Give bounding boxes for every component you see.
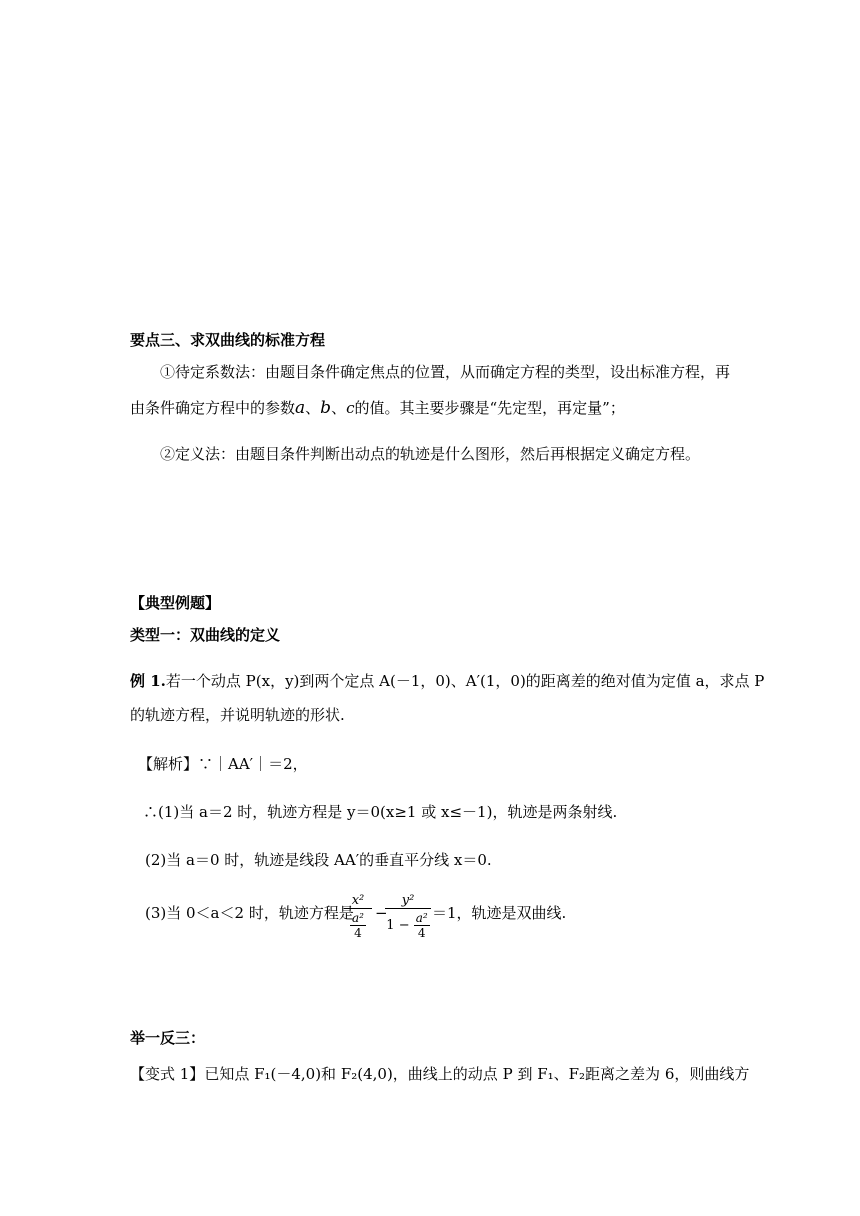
variant1-text: 已知点 F₁(－4,0)和 F₂(4,0)，曲线上的动点 P 到 F₁、F₂距离之差为 6，则曲线方 bbox=[204, 1065, 750, 1083]
method2-line: ②定义法：由题目条件判断出动点的轨迹是什么图形，然后再根据定义确定方程。 bbox=[160, 445, 701, 463]
method1-line2 bbox=[130, 398, 625, 418]
separator: 、 bbox=[331, 399, 347, 417]
fraction-x-squared bbox=[344, 893, 372, 940]
one-minus: 1 − bbox=[386, 918, 410, 933]
example1-line1 bbox=[130, 671, 764, 691]
solution-line2: (2)当 a＝0 时，轨迹是线段 AA′的垂直平分线 x＝0. bbox=[145, 851, 492, 869]
type1-heading: 类型一：双曲线的定义 bbox=[130, 626, 281, 644]
fraction-y-squared bbox=[385, 893, 431, 940]
inner-denominator: 4 bbox=[417, 926, 426, 940]
variant1-line bbox=[130, 1064, 749, 1084]
solution-line3-post: ＝1，轨迹是双曲线. bbox=[432, 904, 567, 922]
inner-numerator: a² bbox=[415, 911, 428, 925]
minus-sign: − bbox=[375, 904, 388, 922]
fraction-denominator bbox=[385, 909, 431, 940]
inner-numerator: a² bbox=[352, 911, 364, 925]
example1-line2: 的轨迹方程，并说明轨迹的形状. bbox=[130, 706, 345, 724]
fraction-numerator: y² bbox=[385, 893, 431, 909]
solution-line3-pre: (3)当 0＜a＜2 时，轨迹方程是 bbox=[145, 904, 354, 922]
method1-line1: ①待定系数法：由题目条件确定焦点的位置，从而确定方程的类型，设出标准方程，再 bbox=[160, 363, 731, 381]
solution-line1: ∴(1)当 a＝2 时，轨迹方程是 y＝0(x≥1 或 x≤－1)，轨迹是两条射线. bbox=[143, 803, 618, 821]
fraction-numerator: x² bbox=[344, 893, 372, 909]
solution-line0 bbox=[138, 754, 308, 774]
method1-text-pre: 由条件确定方程中的参数 bbox=[130, 399, 296, 417]
param-c: c bbox=[346, 399, 355, 417]
separator: 、 bbox=[305, 399, 321, 417]
examples-header: 【典型例题】 bbox=[130, 594, 221, 612]
practice-header: 举一反三： bbox=[130, 1029, 206, 1047]
param-b: b bbox=[320, 398, 332, 418]
section-heading: 要点三、求双曲线的标准方程 bbox=[130, 331, 326, 349]
example1-label: 例 1. bbox=[130, 672, 166, 690]
example1-text: 若一个动点 P(x，y)到两个定点 A(－1，0)、A′(1，0)的距离差的绝对值为定值 a，求点 P bbox=[165, 672, 765, 690]
inner-denominator: 4 bbox=[354, 926, 362, 940]
variant1-label: 【变式 1】 bbox=[130, 1065, 205, 1083]
param-a: a bbox=[295, 398, 306, 418]
solution-text0: ∵｜AA′｜＝2， bbox=[198, 755, 308, 773]
solution-label: 【解析】 bbox=[138, 755, 199, 773]
fraction-denominator bbox=[344, 909, 372, 940]
method1-text-post: 的值。其主要步骤是“先定型，再定量”； bbox=[354, 399, 625, 417]
